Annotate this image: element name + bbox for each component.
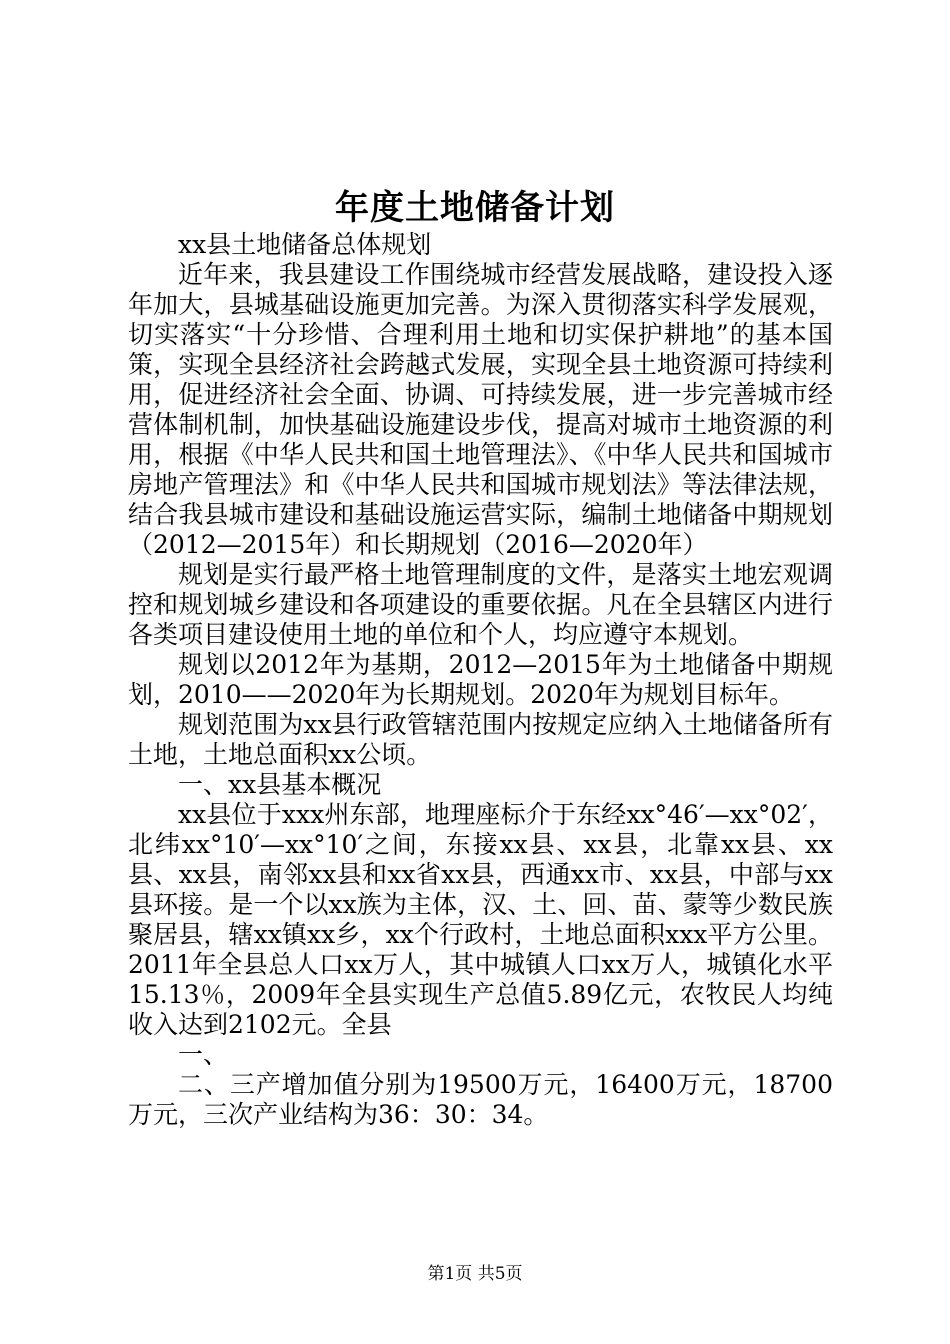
paragraph-plan-nature: 规划是实行最严格土地管理制度的文件，是落实土地宏观调控和规划城乡建设和各项建设的重要依据。凡在全县辖区内进行各类项目建设使用土地的单位和个人，均应遵守本规划。 — [128, 560, 833, 649]
paragraph-industry-structure: 二、三产增加值分别为19500万元，16400万元，18700万元，三次产业结构为36：30：34。 — [128, 1070, 833, 1129]
paragraph-introduction: 近年来，我县建设工作围绕城市经营发展战略，建设投入逐年加大，县城基础设施更加完善。为深入贯彻落实科学发展观，切实落实“十分珍惜、合理利用土地和切实保护耕地”的基本国策，实现全县经济社会跨越式发展，实现全县土地资源可持续利用，促进经济社会全面、协调、可持续发展，进一步完善城市经营体制机制，加快基础设施建设步伐，提高对城市土地资源的利用，根据《中华人民共和国土地管理法》、《中华人民共和国城市房地产管理法》和《中华人民共和国城市规划法》等法律法规，结合我县城市建设和基础设施运营实际，编制土地储备中期规划（2012—2015年）和长期规划（2016—2020年） — [128, 260, 833, 559]
paragraph-subtitle: xx县土地储备总体规划 — [178, 230, 432, 259]
paragraph-plan-scope: 规划范围为xx县行政管辖范围内按规定应纳入土地储备所有土地，土地总面积xx公顷。 — [128, 710, 833, 769]
paragraph-county-overview: xx县位于xxx州东部，地理座标介于东经xx°46′—xx°02′，北纬xx°10′—xx°10′之间，东接xx县、xx县，北靠xx县、xx县、xx县，南邻xx县和xx省xx县，西通xx市、xx县，中部与xx县环接。是一个以xx族为主体，汉、土、回、苗、蒙等少数民族聚居县，辖xx镇xx乡，xx个行政村，土地总面积xxx平方公里。2011年全县总人口xx万人，其中城镇人口xx万人，城镇化水平15.13％，2009年全县实现生产总值5.89亿元，农牧民人均纯收入达到2102元。全县 — [128, 800, 833, 1039]
document-body — [128, 230, 833, 1130]
document-title: 年度土地储备计划 — [335, 188, 615, 228]
paragraph-fragment: 一、 — [178, 1040, 229, 1069]
paragraph-plan-period: 规划以2012年为基期，2012—2015年为土地储备中期规划，2010——2020年为长期规划。2020年为规划目标年。 — [128, 650, 833, 709]
section-heading-overview: 一、xx县基本概况 — [178, 770, 382, 799]
page-number-footer: 第1页 共5页 — [427, 1264, 523, 1284]
